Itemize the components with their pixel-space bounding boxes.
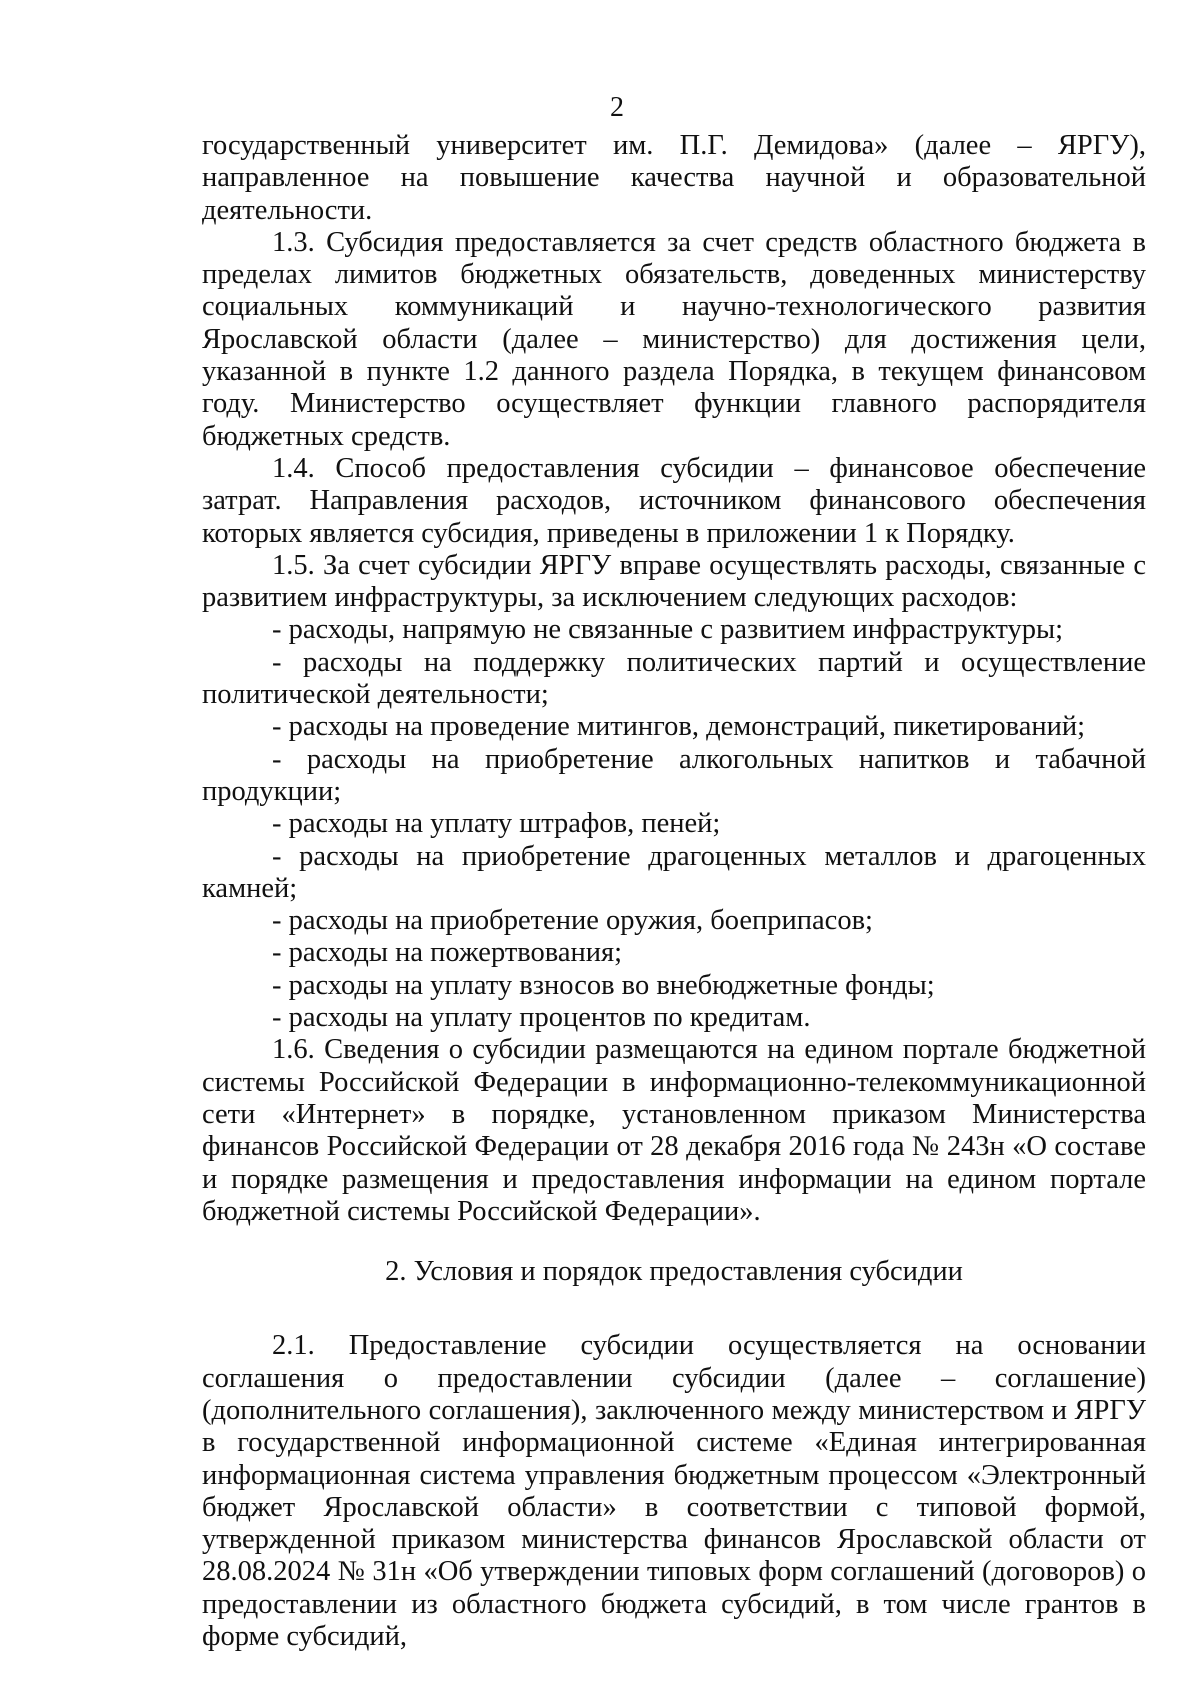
list-item: - расходы на поддержку политических партий и осуществление политической деятельности; [202, 646, 1146, 711]
section-heading: 2. Условия и порядок предоставления субсидии [385, 1256, 963, 1288]
paragraph-1-6: 1.6. Сведения о субсидии размещаются на едином портале бюджетной системы Российской Федерации в информационно-телекоммуникационной сети «Интернет» в порядке, установленном приказом Министерства финансов Российской Федерации от 28 декабря 2016 года № 243н «О составе и порядке размещения и предоставления информации на едином портале бюджетной системы Российской Федерации». [202, 1034, 1146, 1227]
paragraph-continuation: государственный университет им. П.Г. Демидова» (далее – ЯРГУ), направленное на повышение качества научной и образовательной деятельности. [202, 130, 1146, 226]
list-item: - расходы на приобретение драгоценных металлов и драгоценных камней; [202, 840, 1146, 904]
paragraph-1-5: 1.5. За счет субсидии ЯРГУ вправе осуществлять расходы, связанные с развитием инфраструктуры, за исключением следующих расходов: [202, 549, 1146, 614]
list-item: - расходы на проведение митингов, демонстраций, пикетирований; [272, 711, 1086, 743]
paragraph-1-4: 1.4. Способ предоставления субсидии – финансовое обеспечение затрат. Направления расходов, источником финансового обеспечения которых является субсидия, приведены в приложении 1 к Порядку. [202, 452, 1146, 549]
list-item: - расходы, напрямую не связанные с развитием инфраструктуры; [272, 614, 1064, 646]
list-item: - расходы на уплату процентов по кредитам. [272, 1002, 811, 1034]
list-item: - расходы на уплату взносов во внебюджетные фонды; [272, 969, 935, 1001]
list-item: - расходы на пожертвования; [272, 937, 623, 969]
list-item: - расходы на уплату штрафов, пеней; [272, 808, 721, 840]
list-item: - расходы на приобретение оружия, боеприпасов; [272, 905, 873, 937]
document-body [202, 130, 1146, 1653]
page-number: 2 [610, 92, 624, 123]
list-item: - расходы на приобретение алкогольных напитков и табачной продукции; [202, 743, 1146, 807]
paragraph-2-1: 2.1. Предоставление субсидии осуществляется на основании соглашения о предоставлении субсидии (далее – соглашение) (дополнительного соглашения), заключенного между министерством и ЯРГУ в государственной информационной системе «Единая интегрированная информационная система управления бюджетным процессом «Электронный бюджет Ярославской области» в соответствии с типовой формой, утвержденной приказом министерства финансов Ярославской области от 28.08.2024 № 31н «Об утверждении типовых форм соглашений (договоров) о предоставлении из областного бюджета субсидий, в том числе грантов в форме субсидий, [202, 1330, 1146, 1653]
paragraph-1-3: 1.3. Субсидия предоставляется за счет средств областного бюджета в пределах лимитов бюджетных обязательств, доведенных министерству социальных коммуникаций и научно-технологического развития Ярославской области (далее – министерство) для достижения цели, указанной в пункте 1.2 данного раздела Порядка, в текущем финансовом году. Министерство осуществляет функции главного распорядителя бюджетных средств. [202, 226, 1146, 452]
